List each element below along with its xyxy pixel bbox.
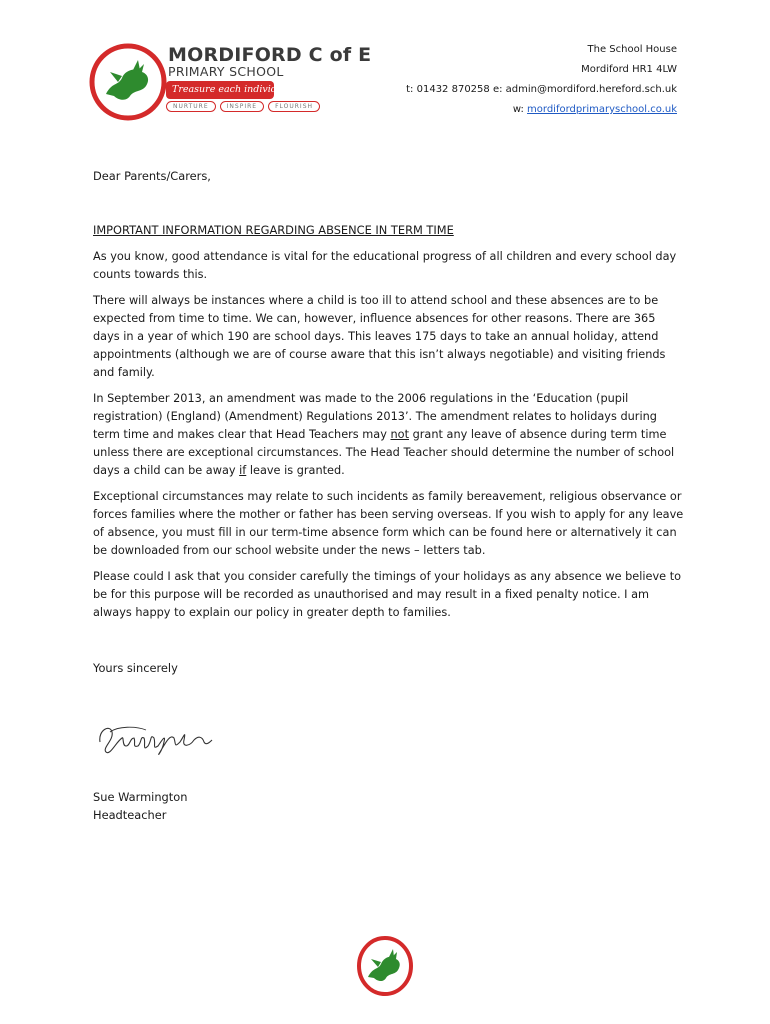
closing: Yours sincerely bbox=[93, 661, 178, 675]
school-subtitle: PRIMARY SCHOOL bbox=[168, 64, 284, 79]
school-name: MORDIFORD C of E bbox=[168, 44, 372, 66]
salutation: Dear Parents/Carers, bbox=[93, 169, 211, 183]
value-pill: NURTURE bbox=[166, 101, 216, 112]
emphasis-if: if bbox=[239, 464, 247, 477]
paragraph-2: There will always be instances where a child is too ill to attend school and these absences are to be expected from time to time. We can, however, influence absences for other reasons. There are 365 days in a year of which 190 are school days. This leaves 175 days to take an annual holiday, attend appointments (although we are of course aware that this isn’t always negotiable) and visiting friends and family. bbox=[93, 294, 666, 379]
website-line bbox=[513, 104, 677, 115]
paragraph-1: As you know, good attendance is vital for the educational progress of all children and every school day counts towards this. bbox=[93, 250, 677, 281]
letter-heading bbox=[93, 221, 683, 239]
paragraph-5: Please could I ask that you consider carefully the timings of your holidays as any absence we believe to be for this purpose will be recorded as unauthorised and may result in a fixed penalty notice. I am always happy to explain our policy in greater depth to families. bbox=[93, 570, 682, 619]
school-logo-icon bbox=[88, 42, 168, 122]
value-pill: INSPIRE bbox=[220, 101, 264, 112]
emphasis-not: not bbox=[390, 428, 410, 441]
paragraph-3-part-a: In September 2013, an amendment was made to the 2006 regulations in the ‘Education (pupil registration) (England) (Amendment) Regulations 2013’. The amendment relates to holidays during term time and makes clear that Head Teachers may bbox=[93, 392, 657, 441]
signatory-role: Headteacher bbox=[93, 808, 167, 822]
school-motto: Treasure each individual bbox=[166, 81, 274, 99]
website-link[interactable]: mordifordprimaryschool.co.uk bbox=[527, 104, 677, 115]
letter-heading-text: IMPORTANT INFORMATION REGARDING ABSENCE IN TERM TIME bbox=[93, 223, 454, 237]
address-line-1: The School House bbox=[587, 44, 677, 55]
website-prefix: w: bbox=[512, 104, 528, 115]
paragraph-3-part-c: leave is granted. bbox=[246, 464, 345, 477]
school-values bbox=[166, 101, 320, 112]
address-line-2: Mordiford HR1 4LW bbox=[581, 64, 677, 75]
signatory-name: Sue Warmington bbox=[93, 790, 188, 804]
paragraph-4: Exceptional circumstances may relate to such incidents as family bereavement, religious observance or forces families where the mother or father has been serving overseas. If you wish to apply for any leave of absence, you must fill in our term-time absence form which can be found here or alternatively it can be downloaded from our school website under the news – letters tab. bbox=[93, 490, 684, 557]
contact-line: t: 01432 870258 e: admin@mordiford.hereford.sch.uk bbox=[406, 84, 677, 95]
value-pill: FLOURISH bbox=[268, 101, 320, 112]
paragraph-3 bbox=[93, 390, 685, 480]
signature-icon bbox=[96, 712, 216, 760]
footer-logo-icon bbox=[356, 935, 414, 997]
paragraph-3-part-b: grant any leave of absence during term time unless there are exceptional circumstances. The Head Teacher should determine the number of school days a child can be away bbox=[93, 428, 675, 477]
